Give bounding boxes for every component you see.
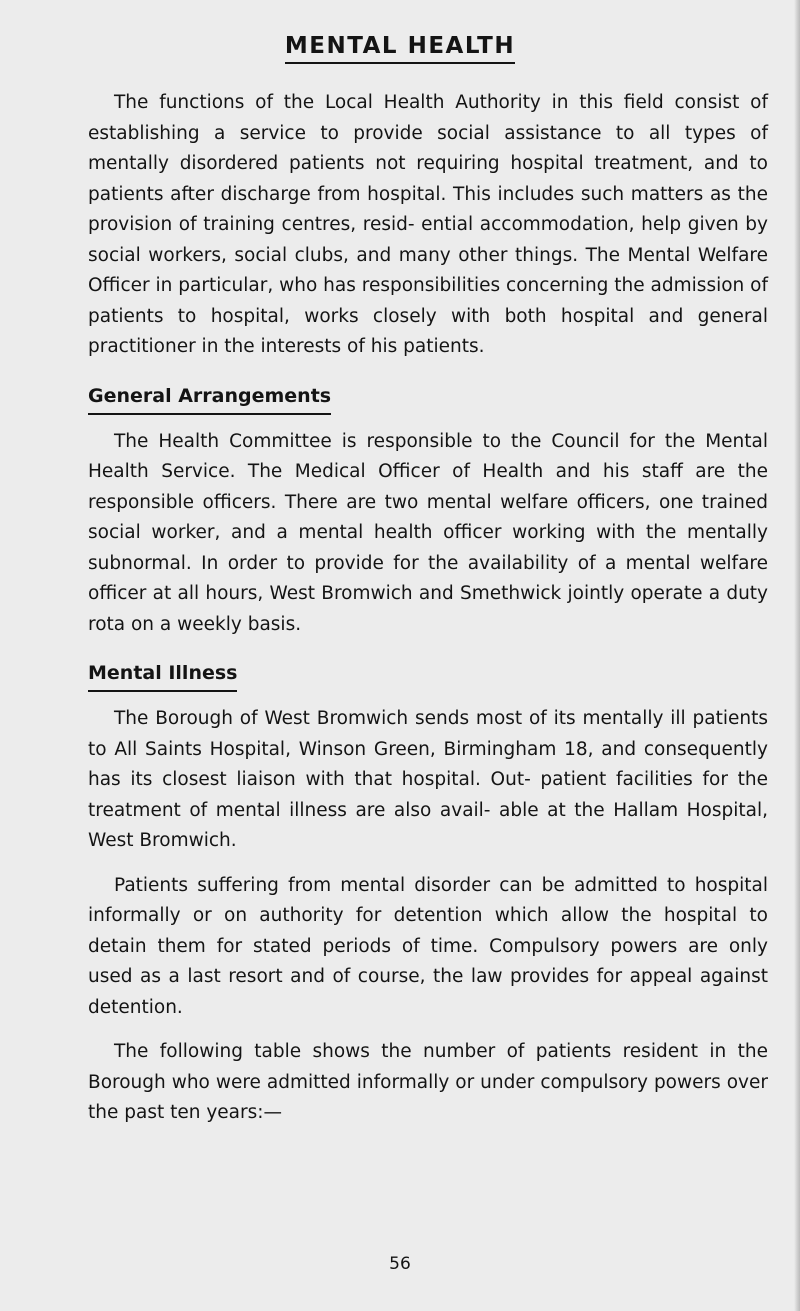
section-heading-text: General Arrangements [88,384,331,415]
section-heading-text: Mental Illness [88,661,237,692]
mental-illness-paragraph-2: Patients suffering from mental disorder can be admitted to hospital informally or on authority for detention which allow the hospital to detain them for stated periods of time. Compulsory powers are only used as a last resort and of course, the law provides for appeal against detention. [88,874,768,1018]
page-number: 56 [389,1254,411,1274]
intro-paragraph: The functions of the Local Health Authority in this field consist of establishing a service to provide social assistance to all types of mentally disordered patients not requiring hospital treatment, and to patients after discharge from hospital. This includes such matters as the provision of training centres, resid- ential accommodation, help given by social workers, social clubs, and many other things. The Mental Welfare Officer in particular, who has responsibilities concerning the admission of patients to hospital, works closely with both hospital and general practitioner in the interests of his patients. [88,92,768,357]
mental-illness-paragraph-1: The Borough of West Bromwich sends most of its mentally ill patients to All Saints Hospital, Winson Green, Birmingham 18, and consequently has its closest liaison with that hospital. Out- patient facilities for the treatment of mental illness are also avail- able at the Hallam Hospital, West Bromwich. [88,708,768,851]
page-edge-shadow [794,0,800,1311]
mental-illness-paragraph-3: The following table shows the number of patients resident in the Borough who were admitted informally or under compulsory powers over the past ten years:— [88,1041,768,1123]
page-title-text: MENTAL HEALTH [285,32,515,64]
section-heading-mental-illness [88,658,768,692]
section-heading-general-arrangements [88,381,768,415]
document-body [88,88,768,1129]
general-arrangements-paragraph: The Health Committee is responsible to the Council for the Mental Health Service. The Medical Officer of Health and his staff are the responsible officers. There are two mental welfare officers, one trained social worker, and a mental health officer working with the mentally subnormal. In order to provide for the availability of a mental welfare officer at all hours, West Bromwich and Smethwick jointly operate a duty rota on a weekly basis. [88,430,768,635]
page-title [0,32,800,64]
